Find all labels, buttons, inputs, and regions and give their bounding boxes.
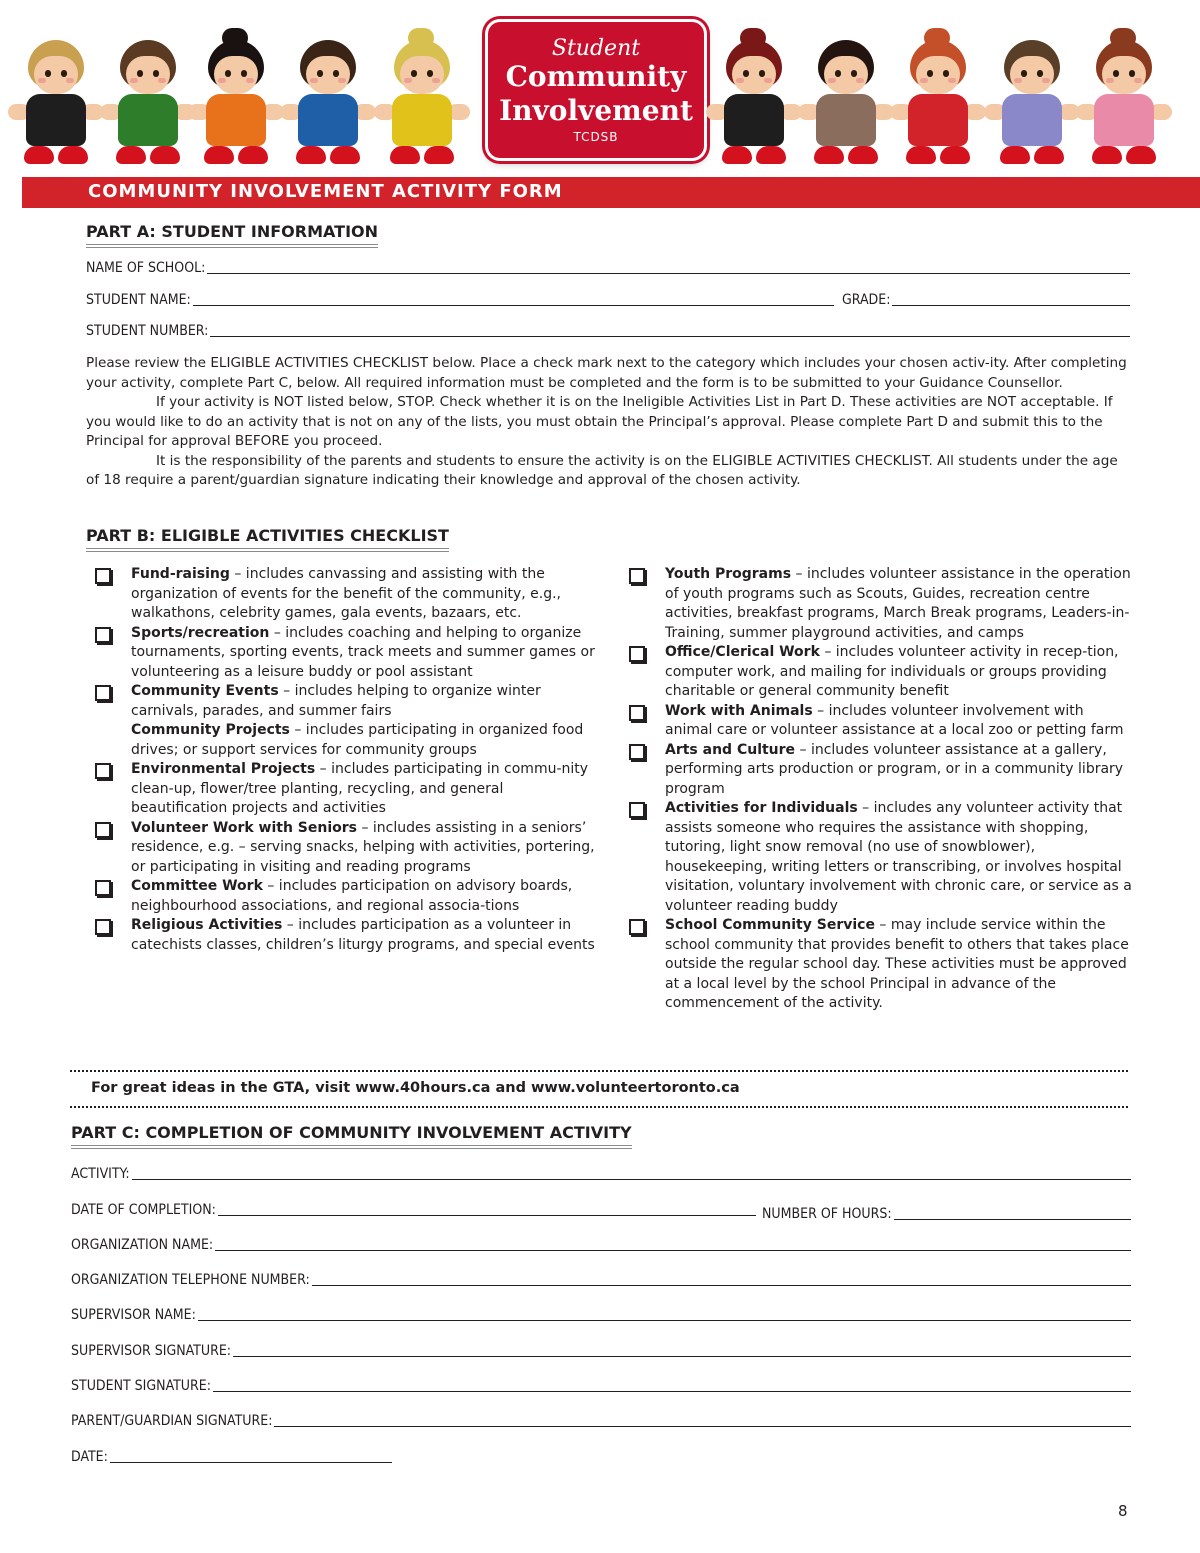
supervisor-name-field[interactable] bbox=[71, 1301, 1131, 1325]
figure-shoe-left bbox=[204, 146, 234, 164]
figure-shoe-left bbox=[722, 146, 752, 164]
checklist-item-name: Arts and Culture bbox=[665, 741, 796, 758]
person-figure-icon bbox=[718, 22, 790, 172]
school-name-field[interactable] bbox=[86, 254, 1130, 278]
figure-shoe-right bbox=[1034, 146, 1064, 164]
figure-cheek-right bbox=[66, 78, 74, 83]
part-a-heading: PART A: STUDENT INFORMATION bbox=[86, 222, 378, 248]
student-signature-field[interactable] bbox=[71, 1372, 1131, 1396]
figure-shoe-left bbox=[24, 146, 54, 164]
number-of-hours-line[interactable] bbox=[894, 1219, 1131, 1220]
figure-shoe-right bbox=[756, 146, 786, 164]
checklist-item-description: – includes volunteer activity in recep-tion, computer work, and mailing for individuals or groups providing charitable or general community benefit bbox=[665, 644, 1119, 699]
organization-name-label: ORGANIZATION NAME: bbox=[71, 1237, 214, 1253]
checkbox-icon[interactable] bbox=[629, 568, 645, 584]
instructions bbox=[86, 354, 1130, 491]
figure-face bbox=[1010, 56, 1054, 94]
student-name-line[interactable] bbox=[193, 305, 834, 306]
supervisor-signature-field[interactable] bbox=[71, 1337, 1131, 1361]
figure-eye-right bbox=[241, 70, 247, 77]
checklist-right-column bbox=[620, 565, 1132, 1014]
figure-shoe-right bbox=[1126, 146, 1156, 164]
figure-shoe-left bbox=[296, 146, 326, 164]
figure-shirt bbox=[392, 94, 452, 146]
person-figure-icon bbox=[386, 22, 458, 172]
supervisor-signature-label: SUPERVISOR SIGNATURE: bbox=[71, 1343, 232, 1359]
organization-telephone-field[interactable] bbox=[71, 1266, 1131, 1290]
checklist-item-description: – includes any volunteer activity that assists someone who requires the assistance with shopping, tutoring, light snow removal (no use of snowblower), housekeeping, writing letters or transcribing, or involves hospital visitation, voluntary involvement with chronic care, or service as a volunteer reading buddy bbox=[665, 800, 1132, 914]
checklist-item-description: – includes participating in commu-nity clean-up, flower/tree planting, recycling, and general beautification projects and activities bbox=[131, 761, 589, 816]
figure-eye-left bbox=[411, 70, 417, 77]
student-number-field[interactable] bbox=[86, 317, 1130, 341]
figure-cheek-right bbox=[764, 78, 772, 83]
person-figure-icon bbox=[292, 22, 364, 172]
number-of-hours-field[interactable] bbox=[762, 1200, 1131, 1224]
person-figure-icon bbox=[902, 22, 974, 172]
figure-cheek-right bbox=[856, 78, 864, 83]
figure-cheek-left bbox=[310, 78, 318, 83]
figure-shirt bbox=[26, 94, 86, 146]
student-number-line[interactable] bbox=[210, 336, 1130, 337]
figure-cheek-left bbox=[130, 78, 138, 83]
figure-shoe-left bbox=[1092, 146, 1122, 164]
form-title: COMMUNITY INVOLVEMENT ACTIVITY FORM bbox=[88, 181, 563, 202]
date-field[interactable] bbox=[71, 1443, 392, 1467]
checklist-item bbox=[86, 721, 596, 760]
figure-cheek-right bbox=[432, 78, 440, 83]
figure-eye-right bbox=[333, 70, 339, 77]
figure-shirt bbox=[1094, 94, 1154, 146]
checklist-item bbox=[86, 819, 596, 878]
checklist-item-description: – includes coaching and helping to organize tournaments, sporting events, track meets and summer games or volunteering as a leisure buddy or pool assistant bbox=[131, 624, 595, 680]
figure-shoe-right bbox=[150, 146, 180, 164]
organization-name-line[interactable] bbox=[215, 1250, 1131, 1251]
supervisor-name-line[interactable] bbox=[198, 1320, 1131, 1321]
checklist-item-name: Sports/recreation bbox=[131, 624, 270, 641]
figure-eye-right bbox=[1129, 70, 1135, 77]
checkbox-icon[interactable] bbox=[95, 822, 111, 838]
figure-shirt bbox=[206, 94, 266, 146]
figure-cheek-right bbox=[1134, 78, 1142, 83]
figure-cheek-left bbox=[828, 78, 836, 83]
part-b-heading: PART B: ELIGIBLE ACTIVITIES CHECKLIST bbox=[86, 526, 449, 552]
figure-eye-right bbox=[851, 70, 857, 77]
checklist-item-name: Office/Clerical Work bbox=[665, 644, 820, 660]
school-name-line[interactable] bbox=[207, 273, 1130, 274]
person-figure-icon bbox=[996, 22, 1068, 172]
figure-cheek-right bbox=[948, 78, 956, 83]
checklist-item bbox=[620, 565, 1132, 643]
figure-shirt bbox=[908, 94, 968, 146]
checkbox-icon[interactable] bbox=[629, 744, 645, 760]
figure-eye-right bbox=[943, 70, 949, 77]
checklist-item bbox=[620, 916, 1132, 1014]
figure-face bbox=[916, 56, 960, 94]
person-figure-icon bbox=[112, 22, 184, 172]
checklist-item-description: – includes volunteer involvement with animal care or volunteer assistance at a local zoo or petting farm bbox=[665, 702, 1124, 738]
grade-line[interactable] bbox=[892, 305, 1130, 306]
supervisor-name-label: SUPERVISOR NAME: bbox=[71, 1307, 196, 1323]
form-title-bar bbox=[22, 177, 1200, 208]
figure-eye-left bbox=[317, 70, 323, 77]
date-line[interactable] bbox=[110, 1462, 392, 1463]
figure-shoe-left bbox=[1000, 146, 1030, 164]
student-name-field[interactable] bbox=[86, 286, 834, 310]
checkbox-icon[interactable] bbox=[95, 919, 111, 935]
checklist-item-description: – includes volunteer assistance in the operation of youth programs such as Scouts, Guides, recreation centre activities, breakfast programs, March Break programs, Leaders-in-Training, summer playground activities, and camps bbox=[665, 566, 1131, 641]
figure-cheek-left bbox=[1014, 78, 1022, 83]
figure-shoe-right bbox=[848, 146, 878, 164]
grade-field[interactable] bbox=[842, 286, 1130, 310]
figure-eye-left bbox=[45, 70, 51, 77]
date-of-completion-field[interactable] bbox=[71, 1196, 756, 1220]
checklist-item-description: – includes participating in organized food drives; or support services for community groups bbox=[131, 722, 584, 758]
instructions-para-3: It is the responsibility of the parents and students to ensure the activity is on the ELIGIBLE ACTIVITIES CHECKLIST. All students under the age of 18 require a parent/guardian signature indicating their knowledge and approval of the chosen activity. bbox=[86, 452, 1118, 488]
checklist-item-description: – includes volunteer assistance at a gallery, performing arts production or program, or in a community library program bbox=[665, 741, 1124, 797]
figure-cheek-right bbox=[158, 78, 166, 83]
supervisor-signature-line[interactable] bbox=[233, 1356, 1131, 1357]
figure-cheek-right bbox=[246, 78, 254, 83]
checklist-item-name: Fund-raising bbox=[131, 566, 230, 582]
figure-cheek-left bbox=[404, 78, 412, 83]
figure-shoe-left bbox=[906, 146, 936, 164]
number-of-hours-label: NUMBER OF HOURS: bbox=[762, 1206, 892, 1222]
checklist-item-description: – may include service within the school community that provides benefit to others that takes place outside the regular school day. These activities must be approved at a local level by the school Principal in advance of the commencement of the activity. bbox=[665, 917, 1129, 1011]
header-banner bbox=[0, 0, 1200, 175]
figure-eye-right bbox=[427, 70, 433, 77]
figure-eye-right bbox=[759, 70, 765, 77]
date-of-completion-line[interactable] bbox=[218, 1215, 756, 1216]
checklist-item-description: – includes participation as a volunteer in catechists classes, children’s liturgy programs, and special events bbox=[131, 917, 595, 953]
checklist-item bbox=[86, 877, 596, 916]
figure-eye-left bbox=[1021, 70, 1027, 77]
checklist-item bbox=[620, 799, 1132, 916]
checkbox-icon[interactable] bbox=[629, 802, 645, 818]
checklist-item-description: – includes helping to organize winter carnivals, parades, and summer fairs bbox=[131, 683, 541, 719]
activity-line[interactable] bbox=[132, 1179, 1131, 1180]
school-name-label: NAME OF SCHOOL: bbox=[86, 260, 206, 276]
figure-cheek-right bbox=[1042, 78, 1050, 83]
logo-line-2: Community bbox=[505, 60, 687, 93]
checklist-item-name: Committee Work bbox=[131, 878, 263, 894]
logo-line-1: Student bbox=[551, 36, 641, 61]
checklist-item-name: Youth Programs bbox=[665, 566, 792, 582]
checklist-item bbox=[620, 702, 1132, 741]
figure-shirt bbox=[1002, 94, 1062, 146]
checklist-item-name: School Community Service bbox=[665, 917, 875, 933]
organization-name-field[interactable] bbox=[71, 1231, 1131, 1255]
figure-shoe-right bbox=[58, 146, 88, 164]
figure-shoe-left bbox=[390, 146, 420, 164]
checklist-item bbox=[620, 741, 1132, 800]
figure-cheek-left bbox=[218, 78, 226, 83]
person-figure-icon bbox=[200, 22, 272, 172]
figure-eye-left bbox=[1113, 70, 1119, 77]
figure-shirt bbox=[816, 94, 876, 146]
checklist-item-name: Religious Activities bbox=[131, 917, 283, 933]
checklist-item-description: – includes participation on advisory boards, neighbourhood associations, and regional associa-tions bbox=[131, 878, 573, 914]
checklist-item-description: – includes assisting in a seniors’ residence, e.g. – serving snacks, helping with activities, portering, or participating in visiting and reading programs bbox=[131, 819, 595, 875]
checkbox-icon[interactable] bbox=[95, 568, 111, 584]
figure-face bbox=[824, 56, 868, 94]
parent-guardian-signature-label: PARENT/GUARDIAN SIGNATURE: bbox=[71, 1413, 273, 1429]
figure-shirt bbox=[724, 94, 784, 146]
figure-face bbox=[126, 56, 170, 94]
figure-eye-left bbox=[835, 70, 841, 77]
figure-eye-left bbox=[927, 70, 933, 77]
figure-shoe-right bbox=[424, 146, 454, 164]
activity-label: ACTIVITY: bbox=[71, 1166, 130, 1182]
checkbox-icon[interactable] bbox=[95, 627, 111, 643]
checkbox-icon[interactable] bbox=[629, 646, 645, 662]
person-figure-icon bbox=[20, 22, 92, 172]
checklist-item bbox=[86, 624, 596, 683]
figure-face bbox=[1102, 56, 1146, 94]
checklist-item-name: Environmental Projects bbox=[131, 761, 316, 777]
checkbox-icon[interactable] bbox=[629, 919, 645, 935]
figure-face bbox=[306, 56, 350, 94]
figure-cheek-right bbox=[338, 78, 346, 83]
figure-shoe-right bbox=[238, 146, 268, 164]
instructions-para-2: If your activity is NOT listed below, STOP. Check whether it is on the Ineligible Activities List in Part D. These activities are NOT acceptable. If you would like to do an activity that is not on any of the lists, you must obtain the Principal’s approval. Please complete Part D and submit this to the Principal for approval BEFORE you proceed. bbox=[86, 394, 1113, 449]
checklist-item bbox=[86, 916, 596, 955]
part-c-heading: PART C: COMPLETION OF COMMUNITY INVOLVEMENT ACTIVITY bbox=[71, 1123, 632, 1149]
person-figure-icon bbox=[810, 22, 882, 172]
checklist-item-name: Work with Animals bbox=[665, 702, 813, 719]
checklist-item bbox=[86, 682, 596, 721]
figure-eye-right bbox=[1037, 70, 1043, 77]
organization-telephone-label: ORGANIZATION TELEPHONE NUMBER: bbox=[71, 1272, 310, 1288]
figure-eye-right bbox=[153, 70, 159, 77]
checkbox-icon[interactable] bbox=[95, 685, 111, 701]
student-name-label: STUDENT NAME: bbox=[86, 292, 191, 308]
figure-cheek-left bbox=[920, 78, 928, 83]
figure-face bbox=[214, 56, 258, 94]
checklist-item-description: – includes canvassing and assisting with the organization of events for the benefit of the community, e.g., walkathons, celebrity games, gala events, bazaars, etc. bbox=[131, 566, 562, 621]
figure-eye-left bbox=[743, 70, 749, 77]
figure-face bbox=[400, 56, 444, 94]
figure-cheek-left bbox=[38, 78, 46, 83]
checkbox-icon[interactable] bbox=[95, 880, 111, 896]
checkbox-icon[interactable] bbox=[95, 763, 111, 779]
checklist-item bbox=[86, 760, 596, 819]
figure-cheek-left bbox=[1106, 78, 1114, 83]
page-number: 8 bbox=[1118, 1502, 1128, 1520]
person-figure-icon bbox=[1088, 22, 1160, 172]
checklist-item bbox=[620, 643, 1132, 702]
figure-eye-right bbox=[61, 70, 67, 77]
student-number-label: STUDENT NUMBER: bbox=[86, 323, 209, 339]
logo-line-4: TCDSB bbox=[573, 130, 619, 144]
logo-line-3: Involvement bbox=[499, 94, 693, 127]
date-label: DATE: bbox=[71, 1449, 108, 1465]
figure-shoe-right bbox=[940, 146, 970, 164]
parent-guardian-signature-line[interactable] bbox=[274, 1426, 1131, 1427]
figure-shirt bbox=[118, 94, 178, 146]
program-logo bbox=[488, 22, 704, 158]
figure-shirt bbox=[298, 94, 358, 146]
figure-face bbox=[34, 56, 78, 94]
figure-shoe-left bbox=[116, 146, 146, 164]
checklist-item-name: Volunteer Work with Seniors bbox=[131, 819, 357, 836]
organization-telephone-line[interactable] bbox=[312, 1285, 1131, 1286]
checklist-left-column bbox=[86, 565, 596, 955]
gta-note: For great ideas in the GTA, visit www.40hours.ca and www.volunteertoronto.ca bbox=[91, 1080, 740, 1096]
activity-field[interactable] bbox=[71, 1160, 1131, 1184]
divider-bottom bbox=[70, 1106, 1128, 1108]
divider-top bbox=[70, 1070, 1128, 1072]
checklist-item-name: Community Events bbox=[131, 683, 279, 699]
figure-cheek-left bbox=[736, 78, 744, 83]
figure-eye-left bbox=[137, 70, 143, 77]
figure-shoe-right bbox=[330, 146, 360, 164]
figure-eye-left bbox=[225, 70, 231, 77]
checklist-item bbox=[86, 565, 596, 624]
figure-face bbox=[732, 56, 776, 94]
student-signature-line[interactable] bbox=[213, 1391, 1131, 1392]
checklist-item-name: Community Projects bbox=[131, 722, 290, 738]
student-signature-label: STUDENT SIGNATURE: bbox=[71, 1378, 211, 1394]
parent-guardian-signature-field[interactable] bbox=[71, 1407, 1131, 1431]
date-of-completion-label: DATE OF COMPLETION: bbox=[71, 1202, 216, 1218]
checklist-item-name: Activities for Individuals bbox=[665, 800, 858, 816]
grade-label: GRADE: bbox=[842, 292, 891, 308]
checkbox-icon[interactable] bbox=[629, 705, 645, 721]
instructions-para-1: Please review the ELIGIBLE ACTIVITIES CHECKLIST below. Place a check mark next to the category which includes your chosen activ-ity. After completing your activity, complete Part C, below. All required information must be completed and the form is to be submitted to your Guidance Counsellor. bbox=[86, 355, 1127, 391]
figure-shoe-left bbox=[814, 146, 844, 164]
